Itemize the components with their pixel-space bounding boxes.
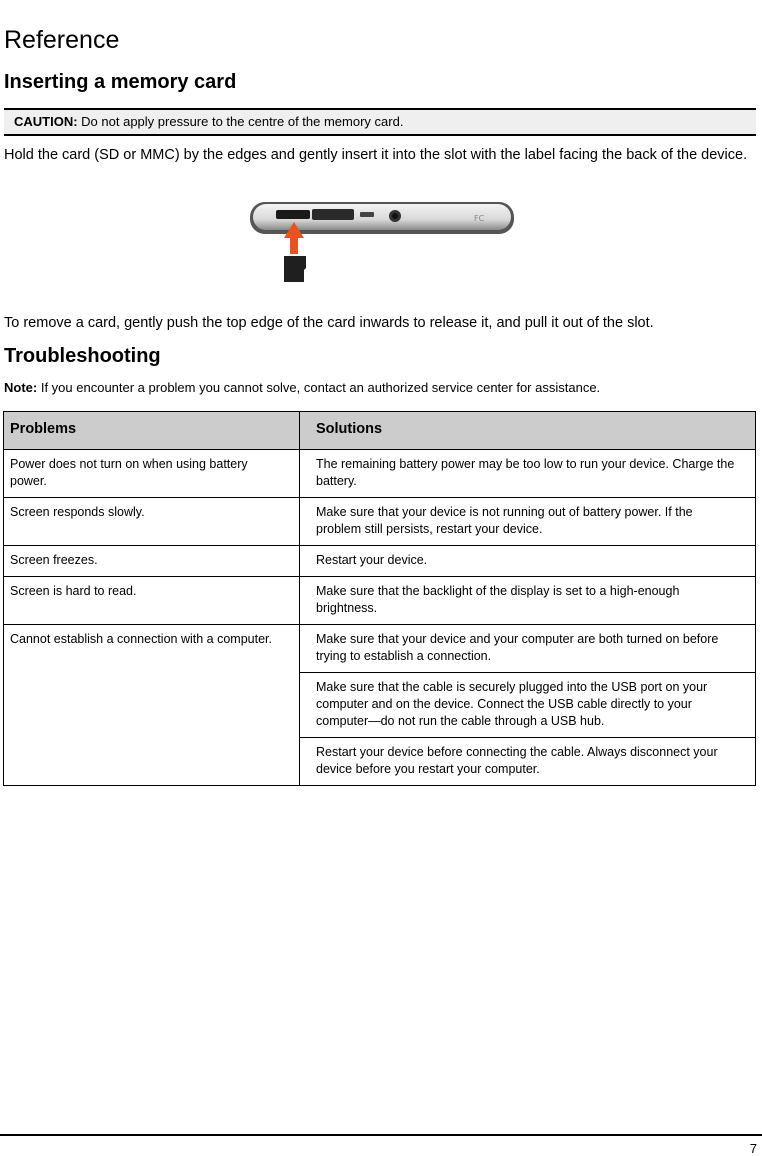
removal-instructions: To remove a card, gently push the top edge of the card inwards to release it, and pull it out of the slot. (4, 315, 654, 331)
section-heading-inserting-memory-card: Inserting a memory card (4, 71, 237, 93)
page-title: Reference (4, 26, 120, 54)
solution-cell: Make sure that the backlight of the display is set to a high-enough brightness. (300, 577, 756, 625)
problem-cell: Screen is hard to read. (4, 577, 300, 625)
section-heading-troubleshooting: Troubleshooting (4, 345, 161, 367)
solution-cell: Restart your device before connecting the cable. Always disconnect your device before you restart your computer. (300, 738, 756, 786)
table-row (4, 498, 756, 546)
solution-cell: Make sure that your device and your computer are both turned on before trying to establish a connection. (300, 625, 756, 673)
solution-cell: The remaining battery power may be too low to run your device. Charge the battery. (300, 450, 756, 498)
column-header-solutions: Solutions (300, 412, 756, 450)
table-header-row (4, 412, 756, 450)
insert-instructions: Hold the card (SD or MMC) by the edges and gently insert it into the slot with the label facing the back of the device. (4, 147, 748, 163)
caution-label: CAUTION: (14, 114, 78, 129)
problem-cell: Power does not turn on when using battery power. (4, 450, 300, 498)
problem-cell: Cannot establish a connection with a computer. (4, 625, 300, 786)
table-row (4, 577, 756, 625)
table-row (4, 546, 756, 577)
problem-cell: Screen responds slowly. (4, 498, 300, 546)
memory-card-icon (284, 256, 306, 282)
memory-card-insertion-illustration (248, 196, 516, 286)
troubleshooting-note (4, 379, 600, 397)
note-label: Note: (4, 380, 38, 395)
troubleshooting-table (3, 411, 756, 786)
problem-cell: Screen freezes. (4, 546, 300, 577)
table-row (4, 450, 756, 498)
caution-text: Do not apply pressure to the centre of the memory card. (81, 114, 404, 129)
caution-banner (4, 108, 756, 136)
column-header-problems: Problems (4, 412, 300, 450)
solution-cell: Make sure that your device is not running out of battery power. If the problem still persists, restart your device. (300, 498, 756, 546)
solution-cell: Make sure that the cable is securely plugged into the USB port on your computer and on the device. Connect the USB cable directly to your computer—do not run the cable through a USB hub. (300, 673, 756, 738)
footer-divider (0, 1134, 762, 1136)
note-text: If you encounter a problem you cannot solve, contact an authorized service center for assistance. (40, 380, 601, 395)
solution-cell: Restart your device. (300, 546, 756, 577)
page-number: 7 (749, 1141, 757, 1156)
table-row (4, 625, 756, 673)
device-label: FC (474, 214, 485, 223)
